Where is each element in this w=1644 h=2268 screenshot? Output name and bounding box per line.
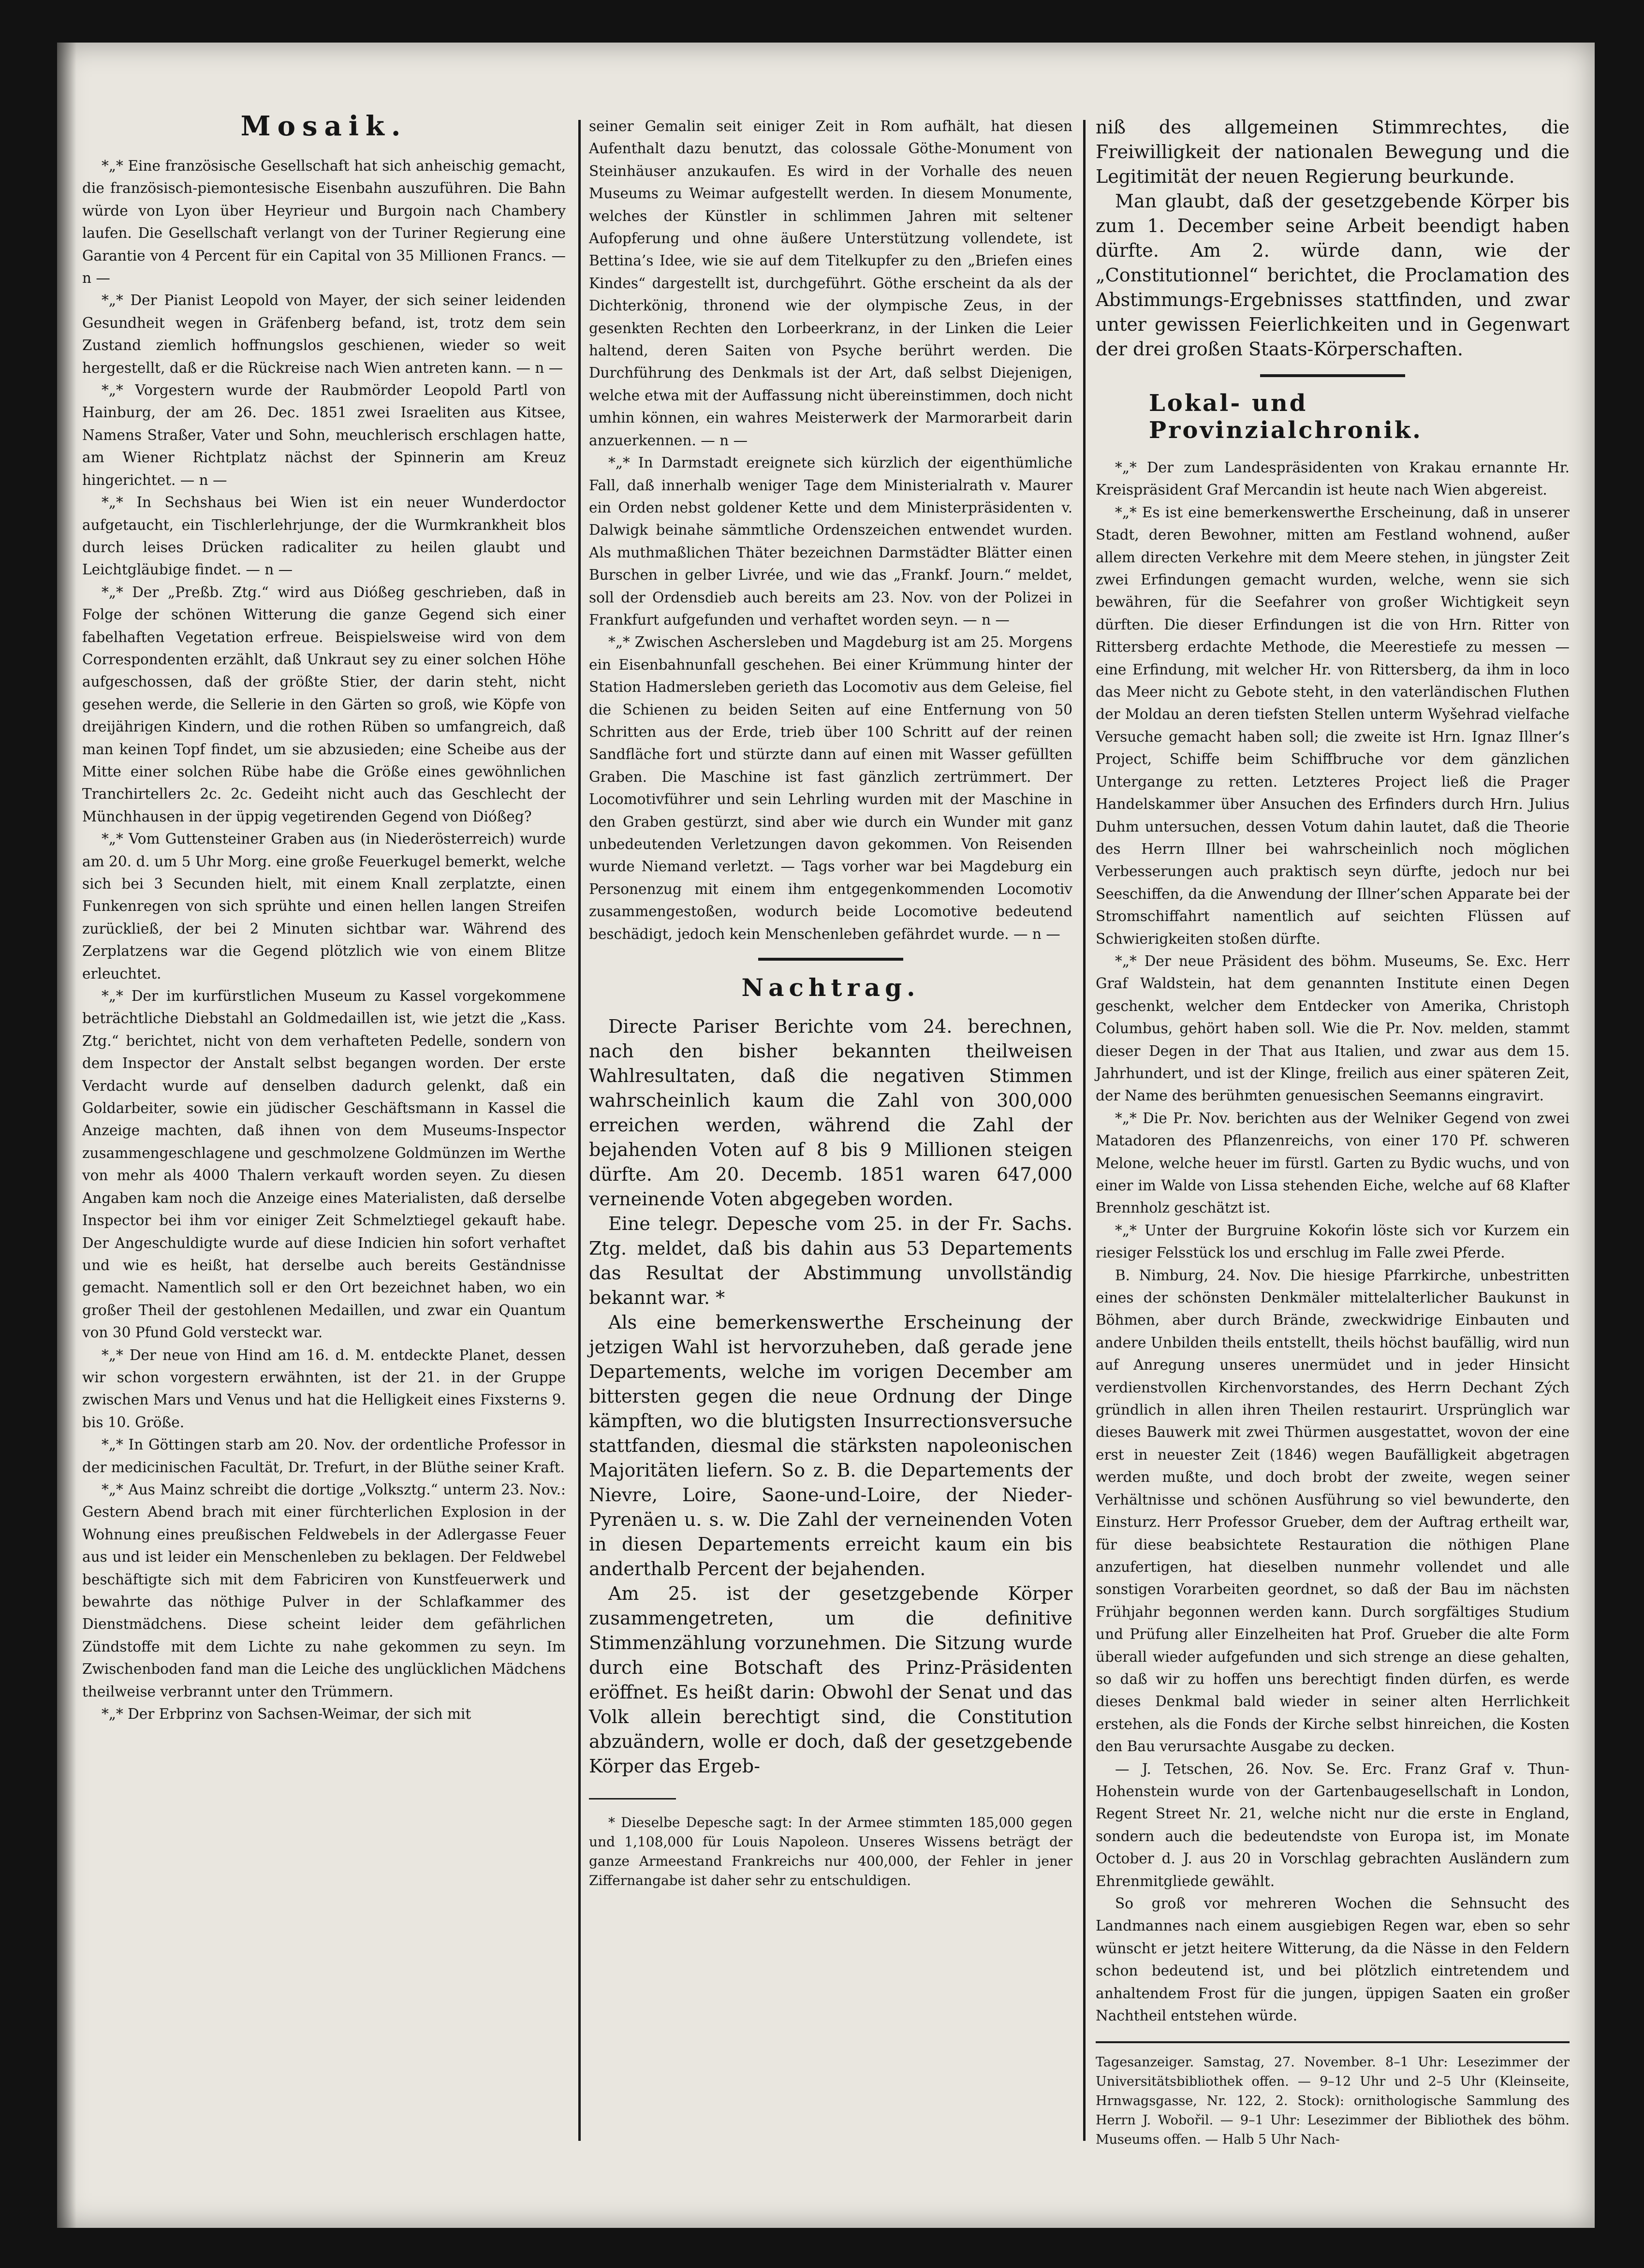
- nachtrag-continuation: Man glaubt, daß der gesetzgebende Körper bis zum 1. December seine Arbeit beendigt haben dürfte. Am 2. würde dann, wie der „Constitutionnel“ berichtet, die Proclamation des Abstimmungs-Ergebnisses stattfinden, und zwar unter gewissen Feierlichkeiten und in Gegenwart der drei großen Staats-Körperschaften.: [1096, 190, 1570, 360]
- footnote: * Dieselbe Depesche sagt: In der Armee stimmten 185,000 gegen und 1,108,000 für Louis Napoleon. Unseres Wissens beträgt der ganze Armeestand Frankreichs nur 400,000, der Fehler in jener Ziffernangabe ist daher sehr zu entschuldigen.: [589, 1814, 1072, 1889]
- article-paragraph: *„* Eine französische Gesellschaft hat sich anheischig gemacht, die französisch-piemontesische Eisenbahn auszuführen. Die Bahn würde von Lyon über Heyrieur und Burgoin nach Chambery laufen. Die Gesellschaft verlangt von der Turiner Regierung eine Garantie von 4 Percent für ein Capital von 35 Millionen Francs. — n —: [82, 158, 566, 287]
- section-heading-mosaik: Mosaik.: [240, 110, 408, 142]
- article-paragraph: *„* Unter der Burgruine Kokoŕin löste sich vor Kurzem ein riesiger Felsstück los und erschlug im Falle zwei Pferde.: [1096, 1222, 1570, 1261]
- newspaper-page: [57, 43, 1595, 2228]
- column-right: [1096, 115, 1570, 2150]
- article-paragraph: *„* In Darmstadt ereignete sich kürzlich der eigenthümliche Fall, daß innerhalb weniger Tage dem Ministerialrath v. Maurer ein Orden nebst goldener Kette und dem Ministerpräsidenten v. Dalwigk beinahe sämmtliche Ordenszeichen entwendet wurden. Als muthmaßlichen Thäter bezeichnen Darmstädter Blätter einen Burschen in gelber Livrée, und wie das „Frankf. Journ.“ meldet, soll der Ordensdieb auch bereits am 23. Nov. von der Polizei in Frankfurt aufgefunden und verhaftet worden seyn. — n —: [589, 454, 1072, 628]
- column-rule: [578, 120, 581, 2141]
- article-paragraph: *„* Der neue Präsident des böhm. Museums, Se. Exc. Herr Graf Waldstein, hat dem genannten Institute einen Degen geschenkt, welcher dem Entdecker von Amerika, Christoph Columbus, gehört haben soll. Wie die Pr. Nov. melden, stammt dieser Degen in der That aus Italien, und zwar aus dem 15. Jahrhundert, und ist der Klinge, freilich aus einer späteren Zeit, der Name des berühmten genuesischen Seemanns eingravirt.: [1096, 952, 1570, 1104]
- column-left: [82, 110, 566, 1725]
- article-paragraph: *„* Es ist eine bemerkenswerthe Erscheinung, daß in unserer Stadt, deren Bewohner, mitten am Festland wohnend, außer allem directen Verkehre mit dem Meere stehen, in jüngster Zeit zwei Erfindungen gemacht wurden, welche, wenn sie sich bewähren, für die Seefahrer von großer Wichtigkeit seyn dürften. Die dieser Erfindungen ist die von Hrn. Ritter von Rittersberg erdachte Methode, die Meerestiefe zu messen — eine Erfindung, mit welcher Hr. von Rittersberg, da ihm in loco das Meer nicht zu Gebote steht, in den vaterländischen Fluthen der Moldau an deren tiefsten Stellen unterm Wyšehrad vielfache Versuche gemacht haben soll; die zweite ist Hrn. Ignaz Illner’s Project, Schiffe beim Schiffbruche vor dem gänzlichen Untergange zu retten. Letzteres Project ließ die Prager Handelskammer über Ansuchen des Erfinders durch Hrn. Julius Duhm untersuchen, dessen Votum dahin lautet, daß die Theorie des Herrn Illner bei wahrscheinlich noch möglichen Verbesserungen auch praktisch seyn dürfte, jedoch nur bei Seeschiffen, da die Anwendung der Illner’schen Apparate bei der Stromschiffahrt namentlich auf seichten Flüssen auf Schwierigkeiten stoßen dürfte.: [1096, 504, 1570, 947]
- section-heading-nachtrag: Nachtrag.: [741, 973, 920, 1002]
- nachtrag-paragraph: Eine telegr. Depesche vom 25. in der Fr. Sachs. Ztg. meldet, daß bis dahin aus 53 Departements das Resultat der Abstimmung unvollständig bekannt war. *: [589, 1213, 1072, 1309]
- article-paragraph: *„* Der Pianist Leopold von Mayer, der sich seiner leidenden Gesundheit wegen in Gräfenberg befand, ist, trotz dem sein Zustand ziemlich hoffnungslos geschienen, wieder so weit hergestellt, daß er die Rückreise nach Wien antreten kann. — n —: [82, 292, 566, 376]
- article-paragraph: *„* In Göttingen starb am 20. Nov. der ordentliche Professor in der medicinischen Facultät, Dr. Trefurt, in der Blüthe seiner Kraft.: [82, 1436, 566, 1476]
- footnote-rule: [589, 1798, 676, 1800]
- article-paragraph: *„* Zwischen Aschersleben und Magdeburg ist am 25. Morgens ein Eisenbahnunfall geschehen. Bei einer Krümmung hinter der Station Hadmersleben gerieth das Locomotiv aus dem Geleise, fiel die Schienen zu beiden Seiten auf eine Entfernung von 50 Schritten aus der Erde, trieb über 100 Schritt auf der reinen Sandfläche fort und stürzte dann auf einen mit Wasser gefüllten Graben. Die Maschine ist fast gänzlich zertrümmert. Der Locomotivführer und sein Lehrling wurden mit der Maschine in den Graben gestürzt, sind aber wie durch ein Wunder mit ganz unbedeutenden Verletzungen davon gekommen. Von Reisenden wurde Niemand verletzt. — Tags vorher war bei Magdeburg ein Personenzug mit einem ihm entgegenkommenden Locomotiv zusammengestoßen, wodurch beide Locomotive bedeutend beschädigt, jedoch kein Menschenleben gefährdet wurde. — n —: [589, 634, 1072, 942]
- section-heading-lokalchronik: Lokal- und Provinzialchronik.: [1149, 390, 1423, 444]
- column-middle: [589, 115, 1072, 1890]
- nachtrag-paragraph: Am 25. ist der gesetzgebende Körper zusammengetreten, um die definitive Stimmenzählung vorzunehmen. Die Sitzung wurde durch eine Botschaft des Prinz-Präsidenten eröffnet. Es heißt darin: Obwohl der Senat und das Volk allein berechtigt sind, die Constitution abzuändern, wolle er doch, daß der gesetzgebende Körper das Ergeb-: [589, 1583, 1072, 1777]
- article-paragraph: *„* Der Erbprinz von Sachsen-Weimar, der sich mit: [102, 1706, 471, 1723]
- article-paragraph: B. Nimburg, 24. Nov. Die hiesige Pfarrkirche, unbestritten eines der schönsten Denkmäler mittelalterlicher Baukunst in Böhmen, aber durch Brände, zweckwidrige Einbauten und andere Unbilden theils entstellt, theils höchst baufällig, wird nun auf Anregung unseres unermüdet und in jeder Hinsicht verdienstvollen Kirchenvorstandes, des Herrn Dechant Zých gründlich in allen ihren Theilen restaurirt. Ursprünglich war dieses Bauwerk mit zwei Thürmen ausgestattet, wovon der eine erst in neuester Zeit (1846) wegen Baufälligkeit abgetragen werden mußte, und doch brobt der zweite, wegen seiner Verhältnisse und schönen Ausführung so viel bewunderte, den Einsturz. Herr Professor Grueber, dem der Auftrag ertheilt war, für diese beabsichtete Restauration die nöthigen Plane anzufertigen, hat dieselben nunmehr vollendet und alle sonstigen Vorarbeiten geordnet, so daß der Bau im nächsten Frühjahr begonnen werden kann. Durch sorgfältiges Studium und Prüfung aller Einzelheiten hat Prof. Grueber die alte Form überall wieder aufgefunden und sich strenge an diese gehalten, so daß wir zu hoffen uns berechtigt finden dürfen, es werde dieses Denkmal bald wieder in seiner alten Herrlichkeit erstehen, als die Fonds der Kirche selbst hinreichen, die Kosten den Bau verursachte Ausgabe zu decken.: [1096, 1267, 1570, 1755]
- article-paragraph: *„* Die Pr. Nov. berichten aus der Welniker Gegend von zwei Matadoren des Pflanzenreichs, von einer 170 Pf. schweren Melone, welche heuer im fürstl. Garten zu Bydic wuchs, und von einer im Walde von Lissa stehenden Eiche, welche auf 68 Klafter Brennholz geschätzt ist.: [1096, 1110, 1570, 1216]
- article-paragraph: *„* Aus Mainz schreibt die dortige „Volksztg.“ unterm 23. Nov.: Gestern Abend brach mit einer fürchterlichen Explosion in der Wohnung eines preußischen Feldwebels in der Adlergasse Feuer aus und ist leider ein Menschenleben zu beklagen. Der Feldwebel beschäftigte sich mit dem Fabriciren von Kunstfeuerwerk und bewahrte das nöthige Pulver in der Schlafkammer des Dienstmädchens. Diese scheint leider dem gefährlichen Zündstoffe mit dem Lichte zu nahe gekommen zu seyn. Im Zwischenboden fand man die Leiche des unglücklichen Mädchens theilweise verbrannt unter den Trümmern.: [82, 1481, 566, 1700]
- article-paragraph: *„* Der „Preßb. Ztg.“ wird aus Dióßeg geschrieben, daß in Folge der schönen Witterung die ganze Gegend sich einer fabelhaften Vegetation erfreue. Beispielsweise wird von dem Correspondenten erzählt, daß Unkraut sey zu einer solchen Höhe aufgeschossen, daß der größte Stier, der darin steht, nicht gesehen werde, die Sellerie in den Gärten so groß, wie Köpfe von dreijährigen Kindern, und die rothen Rüben so umfangreich, daß man keinen Topf findet, um sie abzusieden; eine Scheibe aus der Mitte einer solchen Rübe habe die Größe eines gewöhnlichen Tranchirtellers 2c. 2c. Gedeiht nicht auch das Geschlecht der Münchhausen in der üppig vegetirenden Gegend von Dióßeg?: [82, 584, 566, 825]
- article-paragraph: *„* Der neue von Hind am 16. d. M. entdeckte Planet, dessen wir schon vorgestern erwähnten, ist der 21. in der Gruppe zwischen Mars und Venus und hat die Helligkeit eines Fixsterns 9. bis 10. Größe.: [82, 1346, 566, 1431]
- article-paragraph: *„* Vom Guttensteiner Graben aus (in Niederösterreich) wurde am 20. d. um 5 Uhr Morg. eine große Feuerkugel bemerkt, welche sich bei 3 Secunden hielt, mit einem Knall zerplatzte, einen Funkenregen von sich sprühte und einen hellen langen Streifen zurückließ, der bei 2 Minuten sichtbar war. Während des Zerplatzens war die Gegend plötzlich wie von einem Blitze erleuchtet.: [82, 831, 566, 982]
- article-paragraph: seiner Gemalin seit einiger Zeit in Rom aufhält, hat diesen Aufenthalt dazu benutzt, das colossale Göthe-Monument von Steinhäuser anzukaufen. Es wird in der Vorhalle des neuen Museums zu Weimar aufgestellt werden. In diesem Monumente, welches der Künstler in schlimmen Jahren mit seltener Aufopferung und ohne äußere Unterstützung vollendete, ist Bettina’s Idee, wie sie auf dem Titelkupfer zu den „Briefen eines Kindes“ dargestellt ist, durchgeführt. Göthe erscheint da als der Dichterkönig, thronend wie der olympische Zeus, in der gesenkten Rechten den Lorbeerkranz, in der Linken die Leier haltend, deren Saiten von Psyche berührt werden. Die Durchführung des Denkmals ist der Art, daß selbst Diejenigen, welche etwa mit der Auffassung nicht übereinstimmen, doch nicht umhin können, ein wahres Meisterwerk der Marmorarbeit darin anzuerkennen. — n —: [589, 118, 1072, 449]
- article-paragraph: — J. Tetschen, 26. Nov. Se. Erc. Franz Graf v. Thun-Hohenstein wurde von der Gartenbaugesellschaft in London, Regent Street Nr. 21, welche nicht nur die erste in England, sondern auch die bedeutendste von Europa ist, im Monate October d. J. aus 20 in Vorschlag gebrachten Ausländern zum Ehrenmitgliede gewählt.: [1096, 1760, 1570, 1889]
- column-rule: [1083, 120, 1086, 2141]
- page-edge-shadow: [57, 43, 76, 2228]
- article-paragraph: So groß vor mehreren Wochen die Sehnsucht des Landmannes nach einem ausgiebigen Regen war, eben so sehr wünscht er jetzt heitere Witterung, da die Nässe in den Feldern schon bedeutend ist, und bei plötzlich eintretendem und anhaltendem Frost für die jungen, üppigen Saaten ein großer Nachtheil entstehen würde.: [1096, 1895, 1570, 2024]
- article-paragraph: *„* In Sechshaus bei Wien ist ein neuer Wunderdoctor aufgetaucht, ein Tischlerlehrjunge, der die Wurmkrankheit blos durch leises Drücken radicaliter zu heilen glaubt und Leichtgläubige findet. — n —: [82, 494, 566, 578]
- article-paragraph: *„* Der im kurfürstlichen Museum zu Kassel vorgekommene beträchtliche Diebstahl an Goldmedaillen ist, wie jetzt die „Kass. Ztg.“ berichtet, nicht von dem verhafteten Pedelle, sondern von dem Inspector der Anstalt selbst begangen worden. Der erste Verdacht wurde auf denselben dadurch gelenkt, daß ein Goldarbeiter, sowie ein jüdischer Geschäftsmann in Kassel die Anzeige machten, daß ihnen von dem Museums-Inspector zusammengeschlagene und geschmolzene Goldmünzen im Werthe von mehr als 4000 Thalern verkauft worden seyen. Zu diesen Angaben kam noch die Anzeige eines Materialisten, daß derselbe Inspector bei ihm vor einiger Zeit Schmelztiegel gekauft habe. Der Angeschuldigte wurde auf diese Indicien hin sofort verhaftet und wie es heißt, hat derselbe auch bereits Geständnisse gemacht. Namentlich soll er den Ort bezeichnet haben, wo ein großer Theil der gestohlenen Medaillen, und zwar ein Quantum von 30 Pfund Gold versteckt war.: [82, 988, 566, 1341]
- section-divider: [1260, 374, 1405, 377]
- section-divider: [758, 958, 903, 961]
- article-paragraph: *„* Vorgestern wurde der Raubmörder Leopold Partl von Hainburg, der am 26. Dec. 1851 zwei Israeliten aus Kitsee, Namens Straßer, Vater und Sohn, meuchlerisch erschlagen hatte, am Wiener Richtplatz nächst der Spinnerin am Kreuz hingerichtet. — n —: [82, 382, 566, 488]
- tagesanzeiger: Tagesanzeiger. Samstag, 27. November. 8–1 Uhr: Lesezimmer der Universitätsbibliothek offen. — 9–12 Uhr und 2–5 Uhr (Kleinseite, Hrnwagsgasse, Nr. 122, 2. Stock): ornithologische Sammlung des Herrn J. Wobořil. — 9–1 Uhr: Lesezimmer der Bibliothek des böhm. Museums offen. — Halb 5 Uhr Nach-: [1096, 2041, 1570, 2150]
- article-list: [82, 155, 566, 1725]
- nachtrag-paragraph: Als eine bemerkenswerthe Erscheinung der jetzigen Wahl ist hervorzuheben, daß gerade jene Departements, welche im vorigen December am bittersten gegen die neue Ordnung der Dinge kämpften, wo die blutigsten Insurrectionsversuche stattfanden, diesmal die stärksten napoleonischen Majoritäten liefern. So z. B. die Departements der Nievre, Loire, Saone-und-Loire, der Nieder-Pyrenäen u. s. w. Die Zahl der verneinenden Voten in diesen Departements erreicht kaum ein bis anderthalb Percent der bejahenden.: [589, 1312, 1072, 1580]
- nachtrag-paragraph: Directe Pariser Berichte vom 24. berechnen, nach den bisher bekannten theilweisen Wahlresultaten, daß die negativen Stimmen wahrscheinlich kaum die Zahl von 300,000 erreichen werden, während die Zahl der bejahenden Voten auf 8 bis 9 Millionen steigen dürfte. Am 20. Decemb. 1851 waren 647,000 verneinende Voten abgegeben worden.: [589, 1016, 1072, 1210]
- article-paragraph: *„* Der zum Landespräsidenten von Krakau ernannte Hr. Kreispräsident Graf Mercandin ist heute nach Wien abgereist.: [1096, 459, 1570, 498]
- nachtrag-continuation: niß des allgemeinen Stimmrechtes, die Freiwilligkeit der nationalen Bewegung und die Legitimität der neuen Regierung beurkunde.: [1096, 117, 1570, 187]
